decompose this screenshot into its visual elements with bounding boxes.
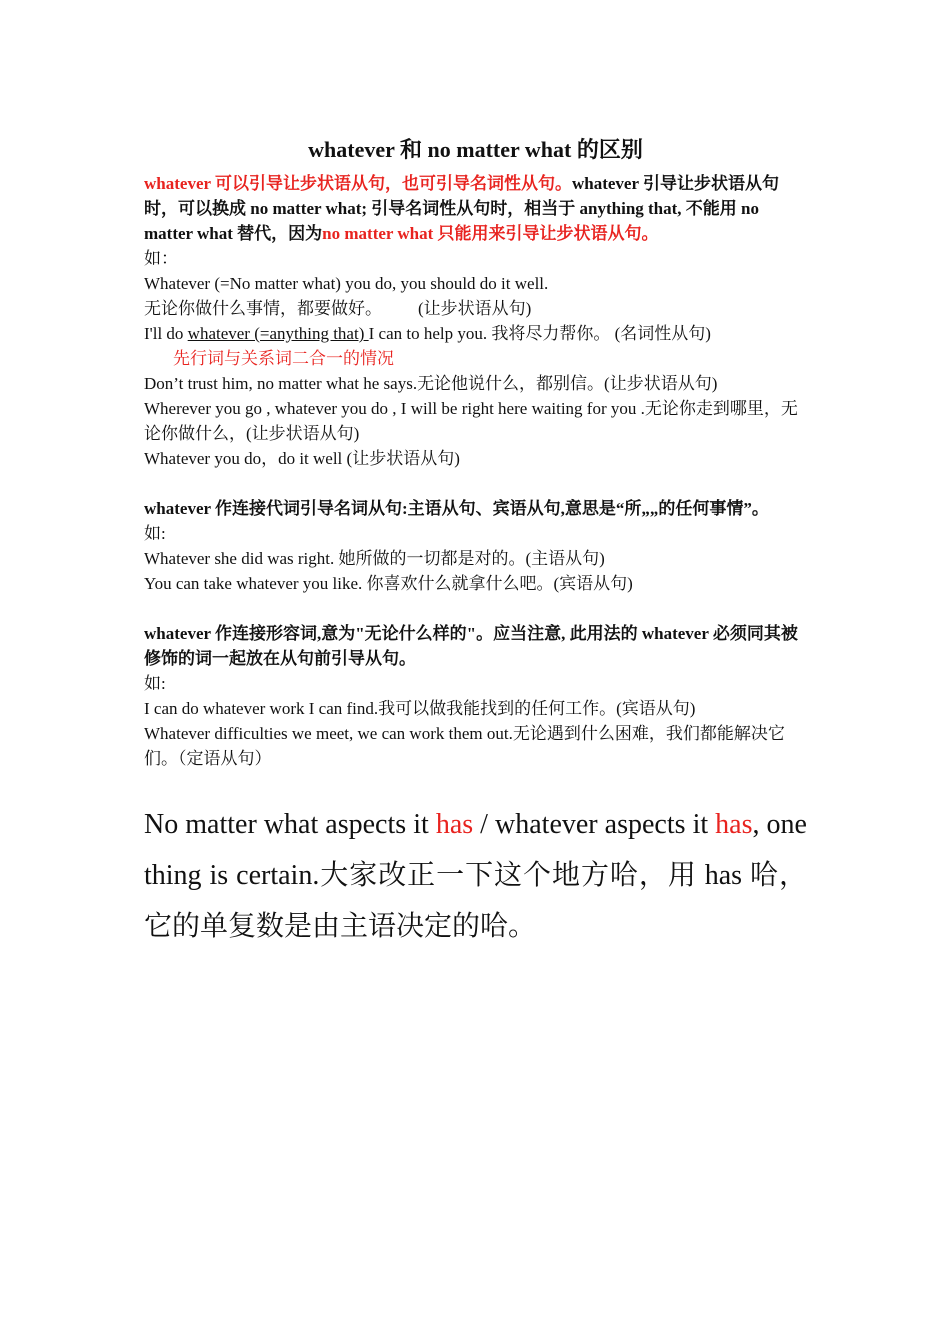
example-3: Don’t trust him, no matter what he says.无论他说什么，都别信。(让步状语从句) [144, 374, 718, 393]
note-has-1: has [435, 809, 474, 840]
section2-heading: whatever 作连接代词引导名词从句:主语从句、宾语从句,意思是“所„„的任何事情”。 [144, 499, 769, 518]
note-part-2: / whatever aspects it [473, 809, 716, 840]
example-2-post: I can to help you. 我将尽力帮你。 (名词性从句) [368, 324, 711, 343]
spacer [144, 596, 807, 621]
section3-heading: whatever 作连接形容词,意为"无论什么样的"。应当注意, 此用法的 whatever 必须同其被修饰的词一起放在从句前引导从句。 [144, 624, 798, 668]
example-2-pre: I'll do [144, 324, 188, 343]
page-title: whatever 和 no matter what 的区别 [308, 137, 643, 162]
section1-intro [144, 171, 807, 246]
intro-red-2: no matter what 只能用来引导让步状语从句。 [322, 224, 659, 243]
note-part-1: No matter what aspects it [144, 809, 436, 840]
document-page [144, 132, 807, 952]
note-red: 先行词与关系词二合一的情况 [173, 349, 394, 368]
intro-red-1: whatever 可以引导让步状语从句，也可引导名词性从句。 [144, 174, 572, 193]
example-1-tag: (让步状语从句) [418, 299, 532, 318]
example-label: 如： [144, 249, 178, 268]
example-1: Whatever (=No matter what) you do, you should do it well. [144, 274, 549, 293]
spacer [144, 471, 807, 496]
section3-example-label: 如: [144, 674, 166, 693]
section2-example-label: 如: [144, 524, 166, 543]
example-1-translation [144, 296, 807, 321]
note-has-2: has [715, 809, 753, 840]
example-1-cn: 无论你做什么事情，都要做好。 [144, 299, 382, 318]
section3-example-2: Whatever difficulties we meet, we can work them out.无论遇到什么困难，我们都能解决它们。（定语从句） [144, 724, 785, 768]
section2-example-1: Whatever she did was right. 她所做的一切都是对的。(主语从句) [144, 549, 605, 568]
note-part-3: , one thing is certain.大家改正一下这个地方哈，用 has 哈，它的单复数是由主语决定的哈。 [144, 809, 807, 942]
intro-black: whatever 引导让步状语从句时，可以换成 no matter what; 引导名词性从句时，相当于 anything that, 不能用 no matter what 替代，因为 [144, 174, 779, 243]
section2-example-2: You can take whatever you like. 你喜欢什么就拿什么吧。(宾语从句) [144, 574, 633, 593]
example-5: Whatever you do，do it well (让步状语从句) [144, 449, 460, 468]
correction-note [144, 799, 807, 952]
example-4: Wherever you go , whatever you do , I will be right here waiting for you .无论你走到哪里，无论你做什么，(让步状语从句) [144, 399, 798, 443]
example-2 [144, 321, 807, 346]
example-2-underlined: whatever (=anything that) [187, 324, 369, 343]
section3-example-1: I can do whatever work I can find.我可以做我能找到的任何工作。(宾语从句) [144, 699, 696, 718]
